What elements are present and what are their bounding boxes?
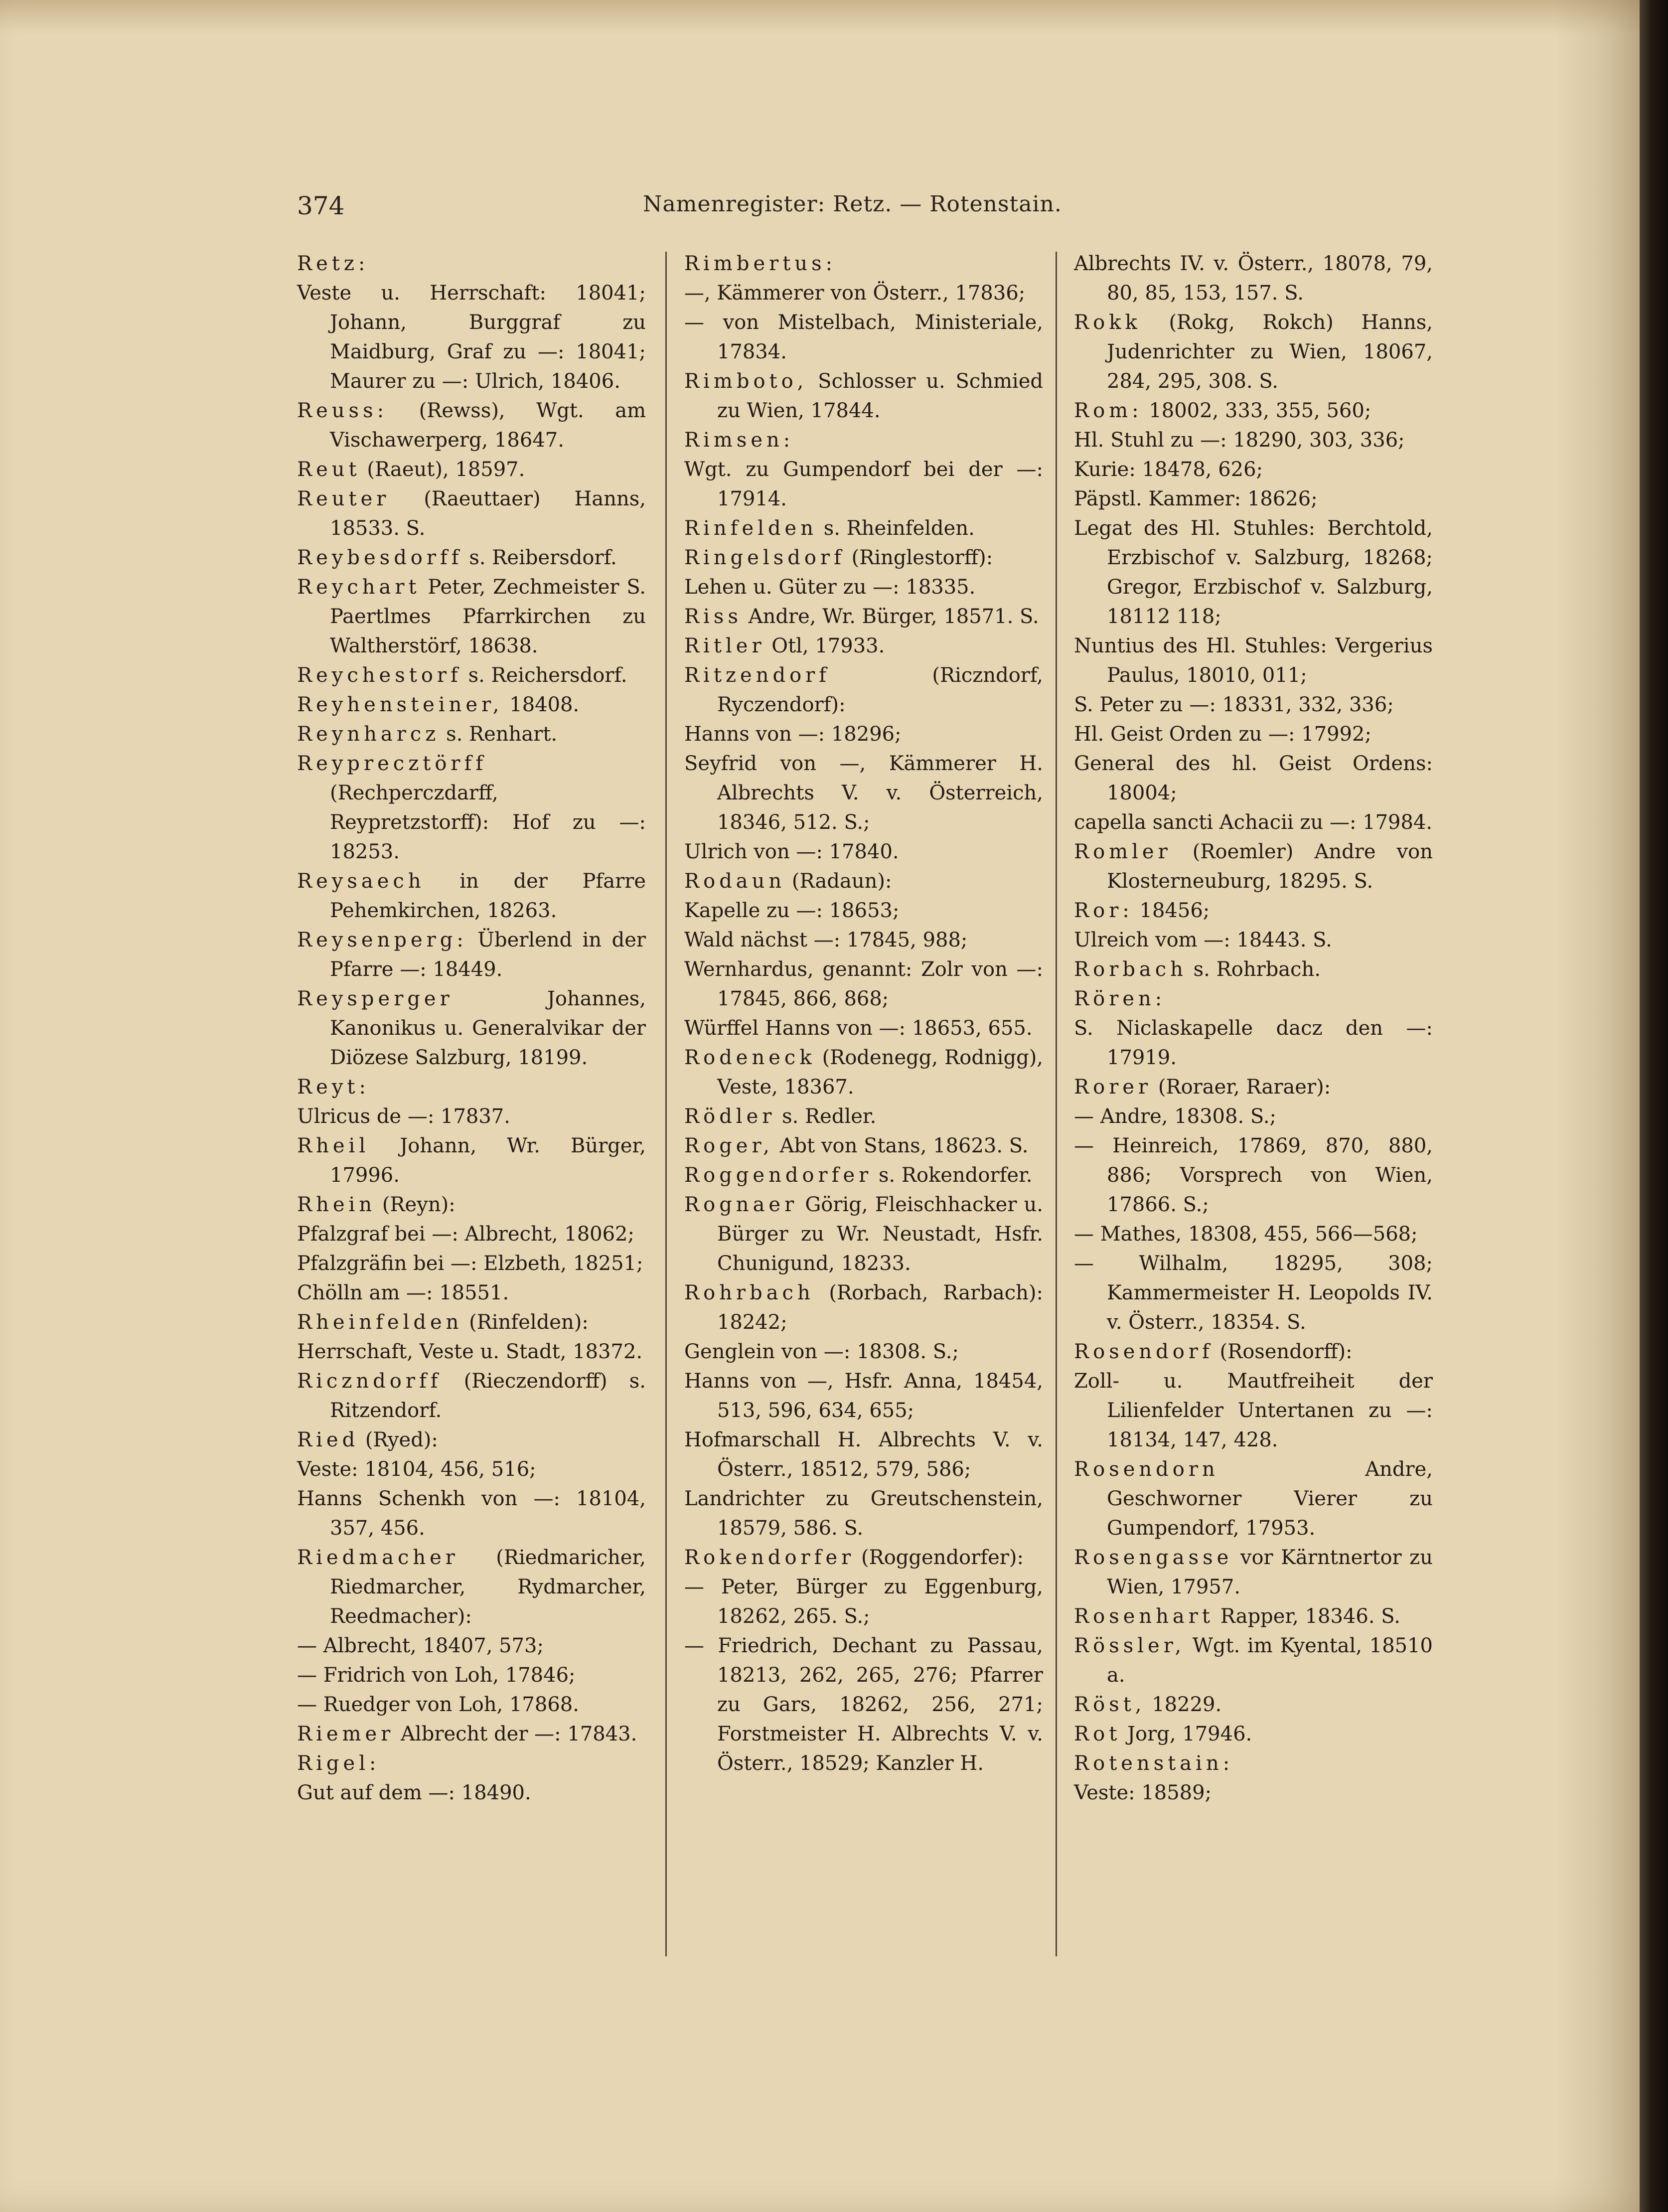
- entry-text: Hl. Geist Orden zu —: 17992;: [1074, 723, 1371, 746]
- index-entry: [684, 1043, 1043, 1102]
- index-entry: [684, 455, 1043, 514]
- entry-text: (Raeuttaer) Hanns, 18533. S.: [330, 487, 646, 540]
- entry-text: Ulricus de —: 17837.: [297, 1105, 510, 1128]
- entry-lemma: Rorer: [1074, 1076, 1152, 1099]
- entry-lemma: Rodeneck: [684, 1046, 816, 1069]
- index-entry: [1074, 1631, 1433, 1690]
- entry-text: (Rinfelden):: [469, 1311, 589, 1334]
- entry-text: 18229.: [1152, 1693, 1222, 1716]
- entry-text: (Radaun):: [791, 870, 892, 893]
- index-entry: [684, 1367, 1043, 1425]
- entry-text: 18002, 333, 355, 560;: [1149, 399, 1371, 422]
- entry-text: — Mathes, 18308, 455, 566—568;: [1074, 1223, 1418, 1246]
- entry-text: Rapper, 18346. S.: [1220, 1605, 1400, 1628]
- index-entry: [1074, 484, 1433, 514]
- entry-lemma: Rössler,: [1074, 1634, 1186, 1657]
- entry-text: in der Pfarre Pehemkirchen, 18263.: [330, 870, 646, 922]
- index-entry: [297, 279, 646, 396]
- entry-lemma: Reut: [297, 458, 361, 481]
- entry-text: Görig, Fleischhacker u. Bürger zu Wr. Neustadt, Hsfr. Chunigund, 18233.: [717, 1193, 1044, 1275]
- entry-lemma: Rokk: [1074, 311, 1141, 334]
- entry-lemma: Rorbach: [1074, 958, 1187, 981]
- index-entry: [297, 1249, 646, 1278]
- entry-text: (Rorbach, Rarbach): 18242;: [717, 1281, 1043, 1334]
- index-entry: [1074, 720, 1433, 749]
- entry-text: s. Rokendorfer.: [878, 1164, 1033, 1187]
- index-entry: [1074, 1337, 1433, 1367]
- entry-text: Hanns von —: 18296;: [684, 723, 902, 746]
- index-entry: [1074, 1602, 1433, 1631]
- index-entry: [684, 867, 1043, 896]
- entry-text: Landrichter zu Greutschenstein, 18579, 586. S.: [684, 1487, 1043, 1540]
- entry-text: — Fridrich von Loh, 17846;: [297, 1664, 576, 1687]
- index-entry: [1074, 426, 1433, 455]
- index-entry: [1074, 1014, 1433, 1073]
- entry-lemma: Reyhensteiner,: [297, 693, 503, 716]
- entry-text: Jorg, 17946.: [1127, 1723, 1252, 1745]
- entry-text: 18456;: [1139, 899, 1210, 922]
- index-entry: [1074, 514, 1433, 632]
- entry-lemma: Rognaer: [684, 1193, 798, 1216]
- index-entry: [1074, 1220, 1433, 1249]
- entry-text: Seyfrid von —, Kämmerer H. Albrechts V. v. Österreich, 18346, 512. S.;: [684, 752, 1043, 834]
- index-entry: [1074, 1778, 1433, 1808]
- index-entry: [684, 1543, 1043, 1573]
- index-entry: [684, 543, 1043, 573]
- book-gutter: [1640, 0, 1668, 2212]
- entry-text: Peter, Zechmeister S. Paertlmes Pfarrkirchen zu Waltherstörf, 18638.: [330, 576, 646, 657]
- index-entry: [297, 720, 646, 749]
- entry-lemma: Rimsen:: [684, 429, 794, 452]
- entry-lemma: Rinfelden: [684, 517, 817, 540]
- index-entry: [1074, 984, 1433, 1014]
- index-entry: [297, 1073, 646, 1102]
- index-entry: [297, 1720, 646, 1749]
- entry-text: Veste: 18104, 456, 516;: [297, 1458, 536, 1481]
- entry-text: Ulrich von —: 17840.: [684, 840, 899, 863]
- entry-text: Otl, 17933.: [771, 634, 885, 657]
- index-entry: [1074, 396, 1433, 426]
- index-entry: [297, 1778, 646, 1808]
- entry-text: — Heinreich, 17869, 870, 880, 886; Vorsprech von Wien, 17866. S.;: [1074, 1134, 1433, 1216]
- index-entry: [1074, 1720, 1433, 1749]
- index-entry: [684, 1278, 1043, 1337]
- entry-text: (Raeut), 18597.: [367, 458, 525, 481]
- index-entry: [297, 1425, 646, 1455]
- entry-lemma: Ritzendorf: [684, 664, 831, 687]
- index-entry: [1074, 1249, 1433, 1337]
- entry-lemma: Rören:: [1074, 987, 1166, 1010]
- index-entry: [1074, 249, 1433, 308]
- index-entry: [297, 1690, 646, 1720]
- entry-lemma: Reysenperg:: [297, 929, 467, 951]
- entry-lemma: Rhein: [297, 1193, 376, 1216]
- entry-text: Veste: 18589;: [1074, 1781, 1212, 1804]
- entry-lemma: Rigel:: [297, 1752, 380, 1775]
- entry-lemma: Rosenhart: [1074, 1605, 1214, 1628]
- index-entry: [1074, 1749, 1433, 1778]
- index-entry: [297, 1543, 646, 1631]
- index-entry: [1074, 1543, 1433, 1602]
- index-entry: [684, 1573, 1043, 1631]
- index-entry: [1074, 1102, 1433, 1131]
- index-entry: [1074, 632, 1433, 690]
- entry-text: Hl. Stuhl zu —: 18290, 303, 336;: [1074, 429, 1405, 452]
- index-entry: [297, 396, 646, 455]
- entry-text: Wald nächst —: 17845, 988;: [684, 929, 968, 951]
- entry-text: Johann, Wr. Bürger, 17996.: [330, 1134, 646, 1187]
- index-entry: [684, 1014, 1043, 1043]
- entry-text: S. Peter zu —: 18331, 332, 336;: [1074, 693, 1394, 716]
- entry-text: Albrecht der —: 17843.: [401, 1723, 637, 1745]
- entry-text: — von Mistelbach, Ministeriale, 17834.: [684, 311, 1043, 363]
- index-entry: [297, 749, 646, 867]
- page-edge-shading: [1555, 0, 1645, 2212]
- entry-text: s. Rheinfelden.: [823, 517, 975, 540]
- entry-text: Schlosser u. Schmied zu Wien, 17844.: [717, 370, 1044, 422]
- entry-text: (Roraer, Raraer):: [1158, 1076, 1331, 1099]
- index-entry: [1074, 690, 1433, 720]
- entry-text: s. Reibersdorf.: [469, 546, 617, 569]
- entry-text: Chölln am —: 18551.: [297, 1281, 509, 1304]
- index-entry: [297, 867, 646, 926]
- index-entry: [684, 837, 1043, 867]
- entry-text: (Ringlestorff):: [851, 546, 993, 569]
- entry-lemma: Rimboto,: [684, 370, 808, 393]
- index-entry: [1074, 1690, 1433, 1720]
- entry-text: — Ruedger von Loh, 17868.: [297, 1693, 579, 1716]
- entry-lemma: Rot: [1074, 1723, 1121, 1745]
- entry-lemma: Retz:: [297, 252, 369, 275]
- entry-text: (Rodenegg, Rodnigg), Veste, 18367.: [717, 1046, 1044, 1099]
- entry-lemma: Rödler: [684, 1105, 776, 1128]
- entry-lemma: Reychestorf: [297, 664, 462, 687]
- index-entry: [297, 661, 646, 690]
- entry-lemma: Ringelsdorf: [684, 546, 845, 569]
- index-entry: [684, 661, 1043, 720]
- index-entry: [684, 1631, 1043, 1778]
- entry-text: (Riedmaricher, Riedmarcher, Rydmarcher, Reedmacher):: [330, 1546, 646, 1628]
- entry-lemma: Ried: [297, 1428, 359, 1451]
- index-entry: [684, 1161, 1043, 1190]
- entry-lemma: Reysaech: [297, 870, 425, 893]
- index-entry: [684, 1102, 1043, 1131]
- entry-lemma: Rosendorf: [1074, 1340, 1213, 1363]
- index-entry: [297, 1484, 646, 1543]
- entry-lemma: Reynharcz: [297, 723, 440, 746]
- index-entry: [297, 1661, 646, 1690]
- entry-lemma: Reyprecztörff: [297, 752, 487, 775]
- index-entry: [297, 1367, 646, 1425]
- entry-text: s. Reichersdorf.: [468, 664, 627, 687]
- index-entry: [684, 749, 1043, 837]
- index-entry: [1074, 749, 1433, 808]
- entry-text: Hanns Schenkh von —: 18104, 357, 456.: [297, 1487, 646, 1540]
- entry-text: Gut auf dem —: 18490.: [297, 1781, 531, 1804]
- entry-text: vor Kärntnertor zu Wien, 17957.: [1107, 1546, 1433, 1598]
- entry-text: Genglein von —: 18308. S.;: [684, 1340, 959, 1363]
- entry-text: — Albrecht, 18407, 573;: [297, 1634, 544, 1657]
- entry-lemma: Reuter: [297, 487, 390, 510]
- index-entry: [684, 926, 1043, 955]
- index-entry: [1074, 1455, 1433, 1543]
- entry-text: Albrechts IV. v. Österr., 18078, 79, 80, 85, 153, 157. S.: [1074, 252, 1433, 305]
- index-entry: [297, 1308, 646, 1337]
- entry-text: — Friedrich, Dechant zu Passau, 18213, 262, 265, 276; Pfarrer zu Gars, 18262, 256, 271; Forstmeister H. Albrechts V. v. Österr., 18529; Kanzler H.: [684, 1634, 1043, 1775]
- entry-lemma: Riczndorff: [297, 1370, 442, 1393]
- entry-text: s. Renhart.: [446, 723, 558, 746]
- entry-lemma: Rosengasse: [1074, 1546, 1233, 1569]
- entry-lemma: Reuss:: [297, 399, 388, 422]
- index-entry: [297, 1337, 646, 1367]
- entry-text: General des hl. Geist Ordens: 18004;: [1074, 752, 1433, 804]
- index-entry: [297, 455, 646, 484]
- index-entry: [684, 896, 1043, 926]
- index-entry: [684, 573, 1043, 602]
- entry-text: Pfalzgraf bei —: Albrecht, 18062;: [297, 1223, 634, 1246]
- index-entry: [297, 926, 646, 984]
- entry-text: Lehen u. Güter zu —: 18335.: [684, 576, 976, 599]
- entry-text: Wernhardus, genannt: Zolr von —: 17845, 866, 868;: [684, 958, 1043, 1010]
- entry-lemma: Rohrbach: [684, 1281, 814, 1304]
- index-entry: [297, 249, 646, 279]
- entry-text: 18408.: [509, 693, 580, 716]
- entry-lemma: Riss: [684, 605, 742, 628]
- entry-lemma: Roggendorfer: [684, 1164, 873, 1187]
- entry-lemma: Rom:: [1074, 399, 1143, 422]
- entry-text: s. Redler.: [782, 1105, 877, 1128]
- running-title: Namenregister: Retz. — Rotenstain.: [643, 191, 1062, 217]
- entry-text: —, Kämmerer von Österr., 17836;: [684, 282, 1026, 305]
- entry-lemma: Rodaun: [684, 870, 786, 893]
- index-entry: [684, 308, 1043, 367]
- entry-text: (Rechperczdarff, Reypretzstorff): Hof zu —: 18253.: [330, 782, 646, 863]
- entry-text: Nuntius des Hl. Stuhles: Vergerius Paulus, 18010, 011;: [1074, 634, 1433, 687]
- entry-text: (Rieczendorff) s. Ritzendorf.: [330, 1370, 646, 1422]
- entry-text: Päpstl. Kammer: 18626;: [1074, 487, 1318, 510]
- index-entry: [684, 1484, 1043, 1543]
- index-entry: [297, 1749, 646, 1778]
- index-entry: [684, 1337, 1043, 1367]
- entry-text: — Peter, Bürger zu Eggenburg, 18262, 265. S.;: [684, 1576, 1043, 1628]
- index-entry: [297, 1190, 646, 1220]
- entry-lemma: Reysperger: [297, 987, 454, 1010]
- entry-lemma: Rheinfelden: [297, 1311, 463, 1334]
- entry-text: — Wilhalm, 18295, 308; Kammermeister H. Leopolds IV. v. Österr., 18354. S.: [1074, 1252, 1433, 1334]
- entry-text: Andre, Geschworner Vierer zu Gumpendorf, 17953.: [1107, 1458, 1433, 1540]
- entry-lemma: Röst,: [1074, 1693, 1146, 1716]
- entry-text: S. Niclaskapelle dacz den —: 17919.: [1074, 1017, 1433, 1069]
- entry-lemma: Rheil: [297, 1134, 370, 1157]
- entry-text: Kapelle zu —: 18653;: [684, 899, 900, 922]
- index-entry: [297, 1631, 646, 1661]
- entry-text: Hanns von —, Hsfr. Anna, 18454, 513, 596, 634, 655;: [684, 1370, 1043, 1422]
- entry-text: capella sancti Achacii zu —: 17984.: [1074, 811, 1433, 834]
- entry-text: Legat des Hl. Stuhles: Berchtold, Erzbischof v. Salzburg, 18268; Gregor, Erzbischof v. Salzburg, 18112 118;: [1074, 517, 1433, 628]
- index-entry: [297, 573, 646, 661]
- entry-text: Pfalzgräfin bei —: Elzbeth, 18251;: [297, 1252, 643, 1275]
- entry-text: Würffel Hanns von —: 18653, 655.: [684, 1017, 1033, 1040]
- index-entry: [297, 690, 646, 720]
- entry-text: — Andre, 18308. S.;: [1074, 1105, 1277, 1128]
- page-number: 374: [297, 191, 345, 220]
- entry-lemma: Reybesdorff: [297, 546, 463, 569]
- entry-lemma: Ritler: [684, 634, 765, 657]
- entry-text: Abt von Stans, 18623. S.: [779, 1134, 1029, 1157]
- index-entry: [684, 514, 1043, 543]
- index-entry: [684, 426, 1043, 455]
- index-entry: [684, 279, 1043, 308]
- index-entry: [684, 1131, 1043, 1161]
- index-entry: [297, 1102, 646, 1131]
- entry-text: (Reyn):: [382, 1193, 455, 1216]
- index-entry: [1074, 837, 1433, 896]
- index-entry: [297, 543, 646, 573]
- entry-lemma: Rotenstain:: [1074, 1752, 1234, 1775]
- column-rule: [1056, 252, 1057, 1956]
- entry-text: Wgt. im Kyental, 18510 a.: [1107, 1634, 1433, 1687]
- index-entry: [684, 632, 1043, 661]
- index-entry: [297, 1278, 646, 1308]
- index-entry: [1074, 955, 1433, 984]
- index-entry: [684, 955, 1043, 1014]
- index-entry: [1074, 896, 1433, 926]
- entry-text: (Riczndorf, Ryczendorf):: [717, 664, 1043, 716]
- entry-text: (Rewss), Wgt. am Vischawerperg, 18647.: [330, 399, 646, 452]
- index-entry: [1074, 1367, 1433, 1455]
- entry-text: (Roggendorfer):: [861, 1546, 1024, 1569]
- index-entry: [684, 1190, 1043, 1278]
- entry-text: Andre, Wr. Bürger, 18571. S.: [748, 605, 1039, 628]
- entry-text: (Rokg, Rokch) Hanns, Judenrichter zu Wien, 18067, 284, 295, 308. S.: [1107, 311, 1433, 393]
- index-column-3: [1074, 249, 1433, 1808]
- index-entry: [297, 1455, 646, 1484]
- entry-lemma: Romler: [1074, 840, 1172, 863]
- index-column-2: [684, 249, 1043, 1778]
- index-entry: [684, 249, 1043, 279]
- index-entry: [1074, 926, 1433, 955]
- entry-lemma: Reyt:: [297, 1076, 370, 1099]
- entry-lemma: Ror:: [1074, 899, 1133, 922]
- index-entry: [297, 984, 646, 1073]
- entry-lemma: Roger,: [684, 1134, 773, 1157]
- entry-text: Überlend in der Pfarre —: 18449.: [330, 929, 646, 981]
- entry-text: Ulreich vom —: 18443. S.: [1074, 929, 1332, 951]
- entry-text: s. Rohrbach.: [1193, 958, 1321, 981]
- index-entry: [1074, 808, 1433, 837]
- entry-text: Zoll- u. Mautfreiheit der Lilienfelder Untertanen zu —: 18134, 147, 428.: [1074, 1370, 1433, 1451]
- column-rule: [665, 252, 667, 1956]
- entry-text: Hofmarschall H. Albrechts V. v. Österr., 18512, 579, 586;: [684, 1428, 1043, 1481]
- entry-lemma: Rosendorn: [1074, 1458, 1219, 1481]
- index-entry: [1074, 1073, 1433, 1102]
- page-top-shading: [0, 0, 1645, 35]
- entry-text: Veste u. Herrschaft: 18041; Johann, Burggraf zu Maidburg, Graf zu —: 18041; Maurer zu —: Ulrich, 18406.: [297, 282, 646, 393]
- entry-text: (Ryed):: [365, 1428, 438, 1451]
- index-entry: [684, 602, 1043, 632]
- index-column-1: [297, 249, 646, 1808]
- entry-text: Kurie: 18478, 626;: [1074, 458, 1263, 481]
- entry-lemma: Rokendorfer: [684, 1546, 855, 1569]
- entry-lemma: Riedmacher: [297, 1546, 459, 1569]
- index-entry: [684, 367, 1043, 426]
- index-entry: [297, 1220, 646, 1249]
- index-entry: [297, 484, 646, 543]
- entry-text: Johannes, Kanonikus u. Generalvikar der Diözese Salzburg, 18199.: [330, 987, 646, 1069]
- entry-lemma: Rimbertus:: [684, 252, 837, 275]
- index-entry: [1074, 455, 1433, 484]
- index-entry: [297, 1131, 646, 1190]
- entry-text: (Rosendorff):: [1219, 1340, 1353, 1363]
- index-entry: [684, 1425, 1043, 1484]
- entry-lemma: Riemer: [297, 1723, 395, 1745]
- entry-text: (Roemler) Andre von Klosterneuburg, 18295. S.: [1107, 840, 1433, 893]
- index-entry: [1074, 1131, 1433, 1220]
- entry-lemma: Reychart: [297, 576, 421, 599]
- entry-text: Herrschaft, Veste u. Stadt, 18372.: [297, 1340, 643, 1363]
- index-entry: [684, 720, 1043, 749]
- index-entry: [1074, 308, 1433, 396]
- entry-text: Wgt. zu Gumpendorf bei der —: 17914.: [684, 458, 1043, 510]
